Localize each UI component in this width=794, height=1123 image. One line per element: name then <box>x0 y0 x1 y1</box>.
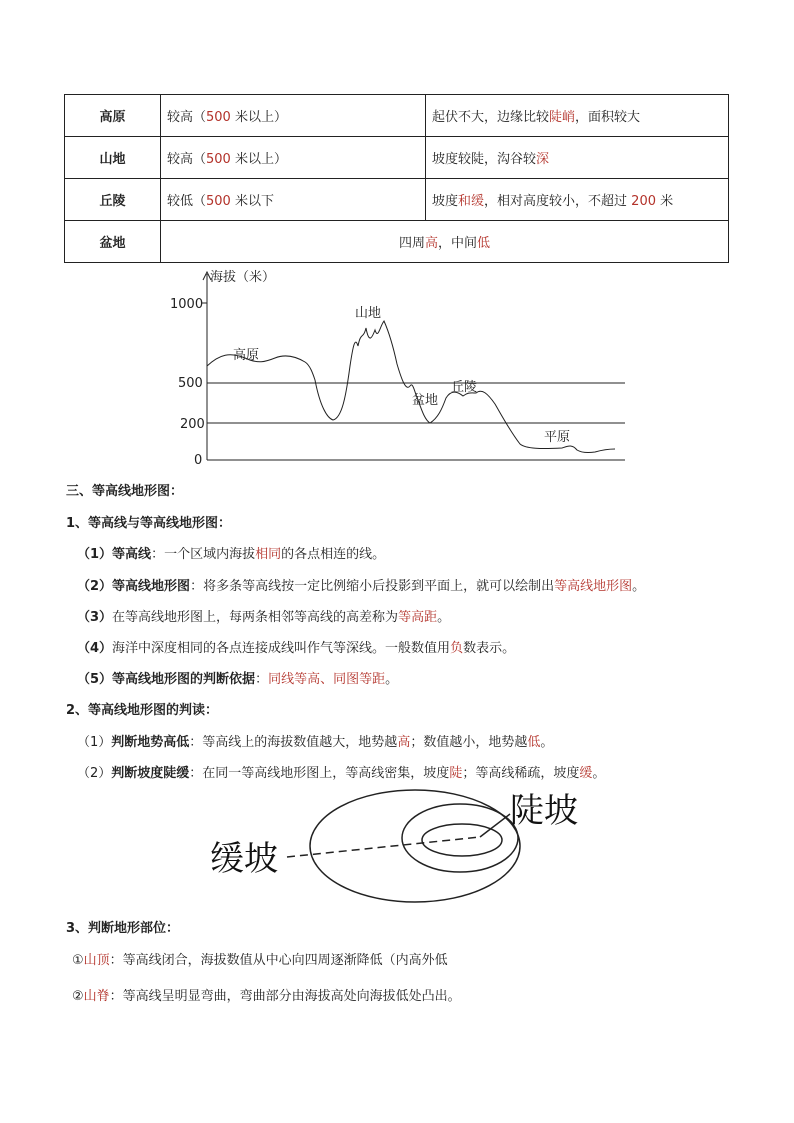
terrain-name: 盆地 <box>65 221 161 263</box>
profile-tick: 200 <box>180 417 205 432</box>
subsection-title: 1、等高线与等高线地形图： <box>66 516 232 531</box>
table-row <box>65 137 729 179</box>
subsection-title: 3、判断地形部位： <box>66 921 180 936</box>
reading-slope: （2）判断坡度陡缓：在同一等高线地形图上，等高线密集，坡度陡；等高线稀疏，坡度缓。 <box>77 766 606 781</box>
definition-contour-interval: （3）在等高线地形图上，每两条相邻等高线的高差称为等高距。 <box>77 610 451 625</box>
terrain-table <box>64 94 729 263</box>
definition-contour: （1）等高线：一个区域内海拔相同的各点相连的线。 <box>77 547 386 562</box>
terrain-name: 山地 <box>65 137 161 179</box>
terrain-name: 丘陵 <box>65 179 161 221</box>
definition-contour-map: （2）等高线地形图：将多条等高线按一定比例缩小后投影到平面上，就可以绘制出等高线地形图。 <box>77 579 646 594</box>
subsection-title: 2、等高线地形图的判读： <box>66 703 219 718</box>
terrain-feature: 坡度较陡，沟谷较深 <box>426 137 729 179</box>
label-hill: 丘陵 <box>451 380 478 395</box>
label-gentle-slope: 缓坡 <box>210 839 278 879</box>
terrain-height: 较低（500 米以下 <box>161 179 426 221</box>
profile-tick: 0 <box>194 453 203 466</box>
definition-depth-contour: （4）海洋中深度相同的各点连接成线叫作气等深线。一般数值用负数表示。 <box>77 641 516 656</box>
profile-tick: 500 <box>178 376 203 391</box>
profile-ylabel: 海拔（米） <box>210 270 276 285</box>
landform-peak: ①山顶：等高线闭合，海拔数值从中心向四周逐渐降低（内高外低 <box>72 953 448 968</box>
label-plateau: 高原 <box>233 348 260 363</box>
section-title: 三、等高线地形图： <box>66 484 184 499</box>
terrain-profile-diagram <box>170 266 640 466</box>
slope-contour-diagram <box>205 782 595 907</box>
label-basin: 盆地 <box>412 393 439 408</box>
profile-tick: 1000 <box>170 297 204 312</box>
contour-middle <box>402 804 518 872</box>
label-plain: 平原 <box>544 430 571 445</box>
definition-criteria: （5）等高线地形图的判断依据：同线等高、同图等距。 <box>77 672 399 687</box>
table-row <box>65 95 729 137</box>
reading-elevation: （1）判断地势高低：等高线上的海拔数值越大，地势越高；数值越小，地势越低。 <box>77 735 554 750</box>
terrain-feature: 起伏不大，边缘比较陡峭，面积较大 <box>426 95 729 137</box>
label-steep-slope: 陡坡 <box>510 791 578 831</box>
table-row <box>65 179 729 221</box>
terrain-height: 较高（500 米以上） <box>161 137 426 179</box>
table-row <box>65 221 729 263</box>
landform-ridge: ②山脊：等高线呈明显弯曲，弯曲部分由海拔高处向海拔低处凸出。 <box>72 989 461 1004</box>
terrain-height: 较高（500 米以上） <box>161 95 426 137</box>
terrain-feature: 坡度和缓，相对高度较小，不超过 200 米 <box>426 179 729 221</box>
steep-slope-line <box>480 814 510 837</box>
contour-outer <box>310 790 520 902</box>
terrain-basin-feature: 四周高，中间低 <box>161 221 729 263</box>
gentle-slope-line <box>287 837 480 857</box>
terrain-name: 高原 <box>65 95 161 137</box>
label-mountain: 山地 <box>355 306 382 321</box>
